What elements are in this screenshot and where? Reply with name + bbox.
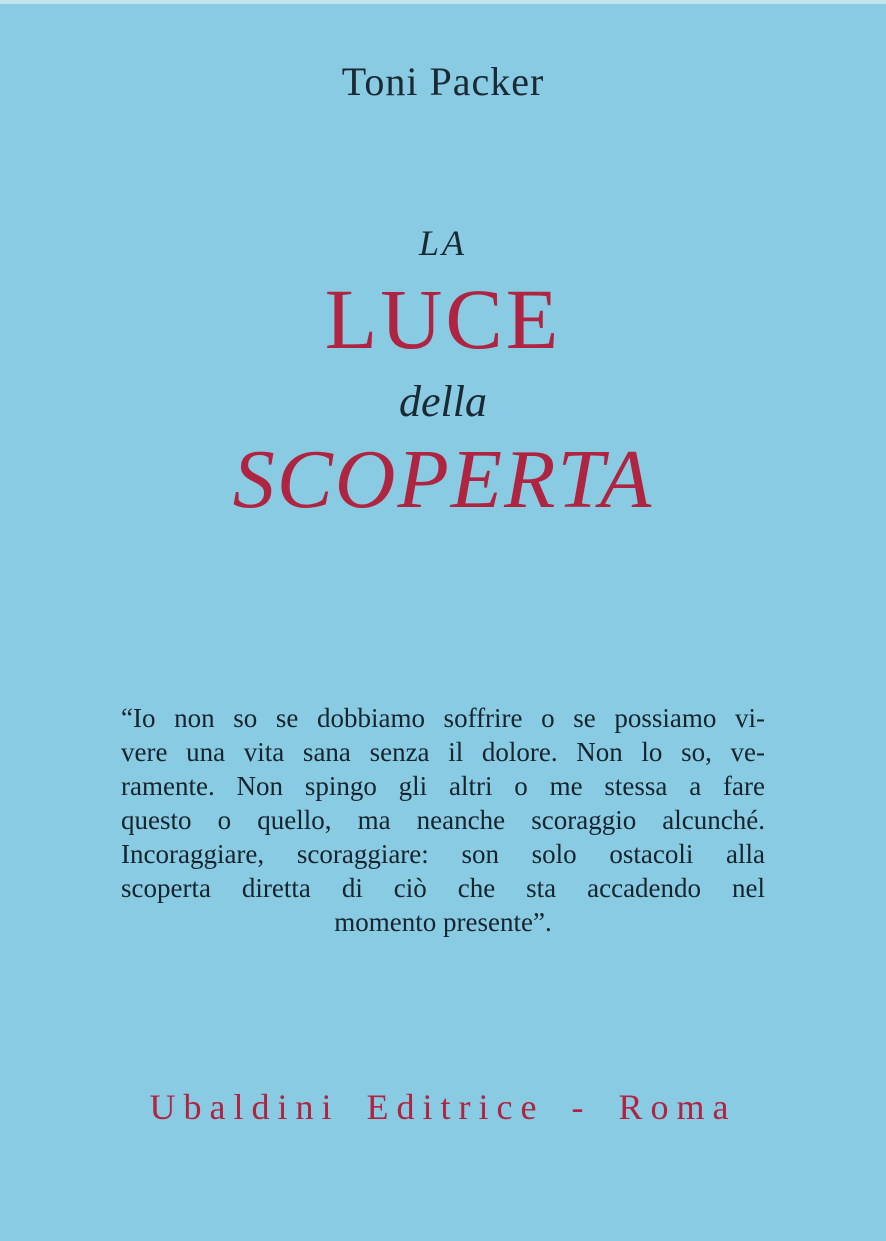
title-connector-word: della <box>399 377 487 426</box>
cover-top-edge <box>0 0 886 4</box>
author-name: Toni Packer <box>341 59 545 104</box>
title-secondary-word: SCOPERTA <box>232 433 654 526</box>
quote-line: Incoraggiare, scoraggiare: son solo ostacoli alla <box>121 839 765 869</box>
quote-line: scoperta diretta di ciò che sta accadendo nel <box>121 873 765 903</box>
quote-line: momento presente”. <box>334 907 552 937</box>
quote-line: ramente. Non spingo gli altri o me stessa a fare <box>121 771 765 801</box>
quote-line: questo o quello, ma neanche scoraggio alcunché. <box>121 805 765 835</box>
back-quote-block <box>121 701 765 939</box>
publisher-imprint: Ubaldini Editrice - Roma <box>149 1087 737 1127</box>
title-main-word: LUCE <box>324 271 562 367</box>
quote-line: “Io non so se dobbiamo soffrire o se possiamo vi- <box>121 703 765 733</box>
quote-line: vere una vita sana senza il dolore. Non lo so, ve- <box>121 737 765 767</box>
title-article: LA <box>418 223 467 263</box>
